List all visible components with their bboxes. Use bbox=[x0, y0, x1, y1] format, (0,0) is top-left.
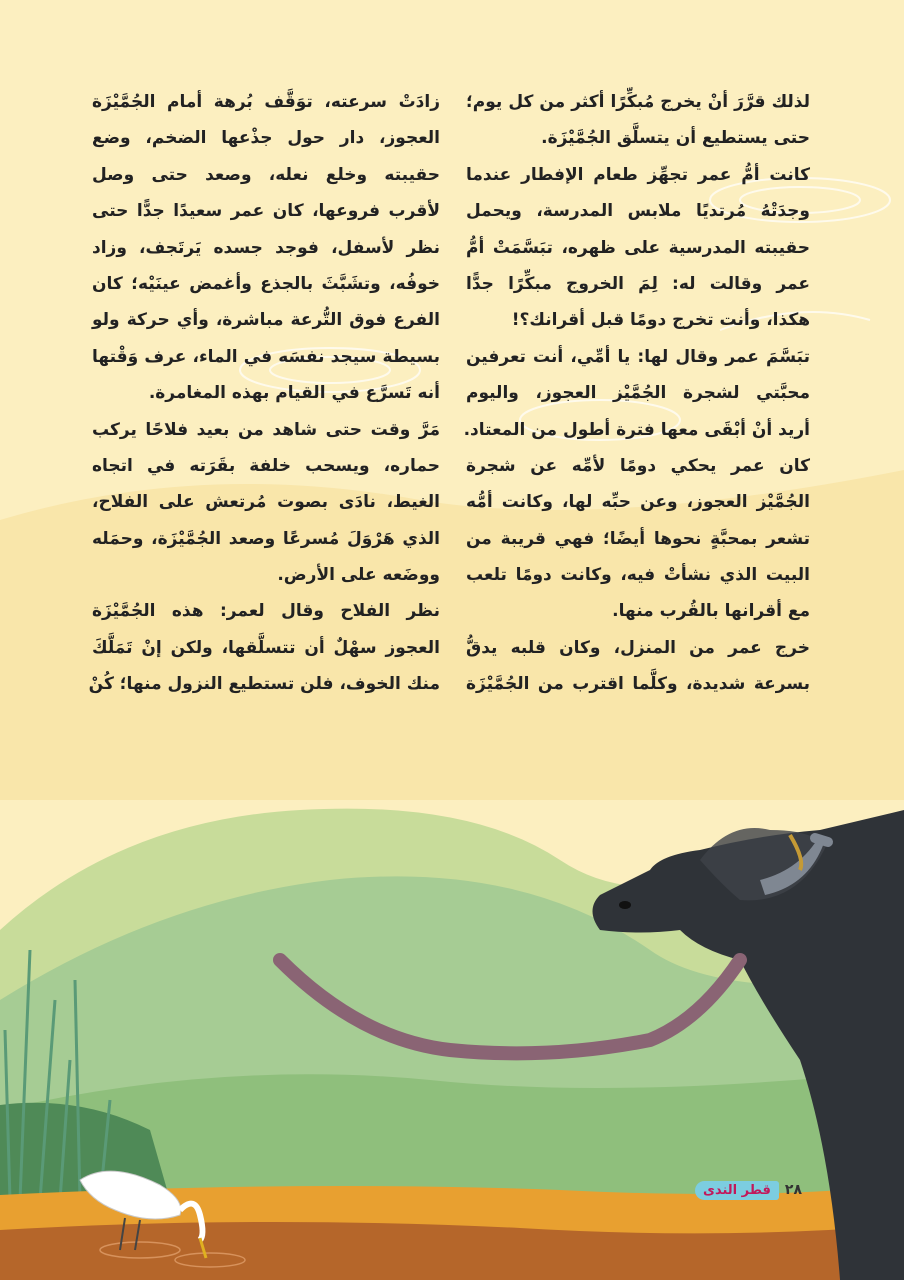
text-line: مَرَّ وقت حتى شاهد من بعيد فلاحًا يركب bbox=[92, 419, 440, 440]
text-column-left bbox=[88, 84, 440, 703]
text-line: خوفُه، وتشَبَّثَ بالجذع وأغمض عينَيْه؛ كان bbox=[92, 273, 440, 294]
text-line: نظر لأسفل، فوجد جسده يَرتَجف، وزاد bbox=[92, 237, 440, 258]
text-line: حتى يستطيع أن يتسلَّق الجُمَّيْزَة. bbox=[541, 128, 810, 149]
text-line: أريد أنْ أبْقَى معها فترة أطول من المعتاد. bbox=[463, 419, 810, 440]
text-line: العجوز سهْلٌ أن تتسلَّقها، ولكن إنْ تَمَلَّكَ bbox=[92, 637, 440, 658]
text-line: بسيطة سيجد نفسَه في الماء، عرف وَقْتها bbox=[92, 346, 440, 367]
text-column-right bbox=[463, 84, 810, 703]
text-line: بسرعة شديدة، وكلَّما اقترب من الجُمَّيْزَة bbox=[466, 674, 810, 695]
text-line: ووضَعه على الأرض. bbox=[277, 565, 440, 586]
text-line: لأقرب فروعها، كان عمر سعيدًا جدًّا حتى bbox=[92, 201, 440, 222]
text-line: تشعر بمحبَّةٍ نحوها أيضًا؛ فهي قريبة من bbox=[466, 528, 810, 549]
text-line: خرج عمر من المنزل، وكان قلبه يدقُّ bbox=[466, 637, 810, 658]
text-line: نظر الفلاح وقال لعمر: هذه الجُمَّيْزَة bbox=[92, 601, 440, 622]
text-line: الفرع فوق التُّرعة مباشرة، وأي حركة ولو bbox=[92, 310, 440, 331]
text-line: العجوز، دار حول جذْعها الضخم، وضع bbox=[92, 128, 440, 149]
text-line: هكذا، وأنت تخرج دومًا قبل أقرانك؟! bbox=[511, 310, 810, 331]
text-line: كانت أمُّ عمر تجهِّز طعام الإفطار عندما bbox=[466, 164, 810, 185]
text-line: وجدَتْهُ مُرتديًا ملابس المدرسة، ويحمل bbox=[466, 201, 810, 222]
text-line: الجُمَّيْز العجوز، وعن حبِّه لها، وكانت أمُّه bbox=[466, 492, 810, 513]
text-line: زادَتْ سرعته، توَقَّف بُرهة أمام الجُمَّيْزَة bbox=[92, 92, 440, 112]
text-line: حقيبته المدرسية على ظهره، تبَسَّمَتْ أمُّ bbox=[466, 237, 810, 258]
page-number-badge bbox=[694, 1176, 802, 1204]
text-line: حماره، ويسحب خلفة بقَرَته في اتجاه bbox=[92, 455, 440, 476]
text-line: عمر وقالت له: لِمَ الخروج مبكِّرًا جدًّا bbox=[466, 273, 810, 294]
text-line: الغيط، نادَى بصوت مُرتعش على الفلاح، bbox=[92, 492, 440, 513]
text-line: مع أقرانها بالقُرب منها. bbox=[612, 601, 810, 622]
magazine-logo: قطر الندى bbox=[695, 1181, 779, 1200]
text-line: الذي هَرْوَلَ مُسرعًا وصعد الجُمَّيْزَة، وحمَله bbox=[92, 528, 440, 549]
text-line: تبَسَّمَ عمر وقال لها: يا أمِّي، أنت تعرفين bbox=[466, 346, 810, 367]
text-line: حقيبته وخلع نعله، وصعد حتى وصل bbox=[92, 164, 440, 185]
text-line: لذلك قرَّرَ أنْ يخرج مُبكِّرًا أكثر من كل يوم؛ bbox=[466, 92, 810, 112]
text-line: منك الخوف، فلن تستطيع النزول منها؛ كُنْ bbox=[88, 674, 440, 695]
text-line: البيت الذي نشأتْ فيه، وكانت دومًا تلعب bbox=[466, 565, 810, 586]
text-line: كان عمر يحكي دومًا لأمِّه عن شجرة bbox=[466, 455, 810, 476]
page-number: ٢٨ bbox=[784, 1182, 802, 1198]
text-line: أنه تَسرَّع في القيام بهذه المغامرة. bbox=[148, 383, 440, 404]
text-line: محبَّتي لشجرة الجُمَّيْز العجوز، واليوم bbox=[466, 383, 810, 404]
